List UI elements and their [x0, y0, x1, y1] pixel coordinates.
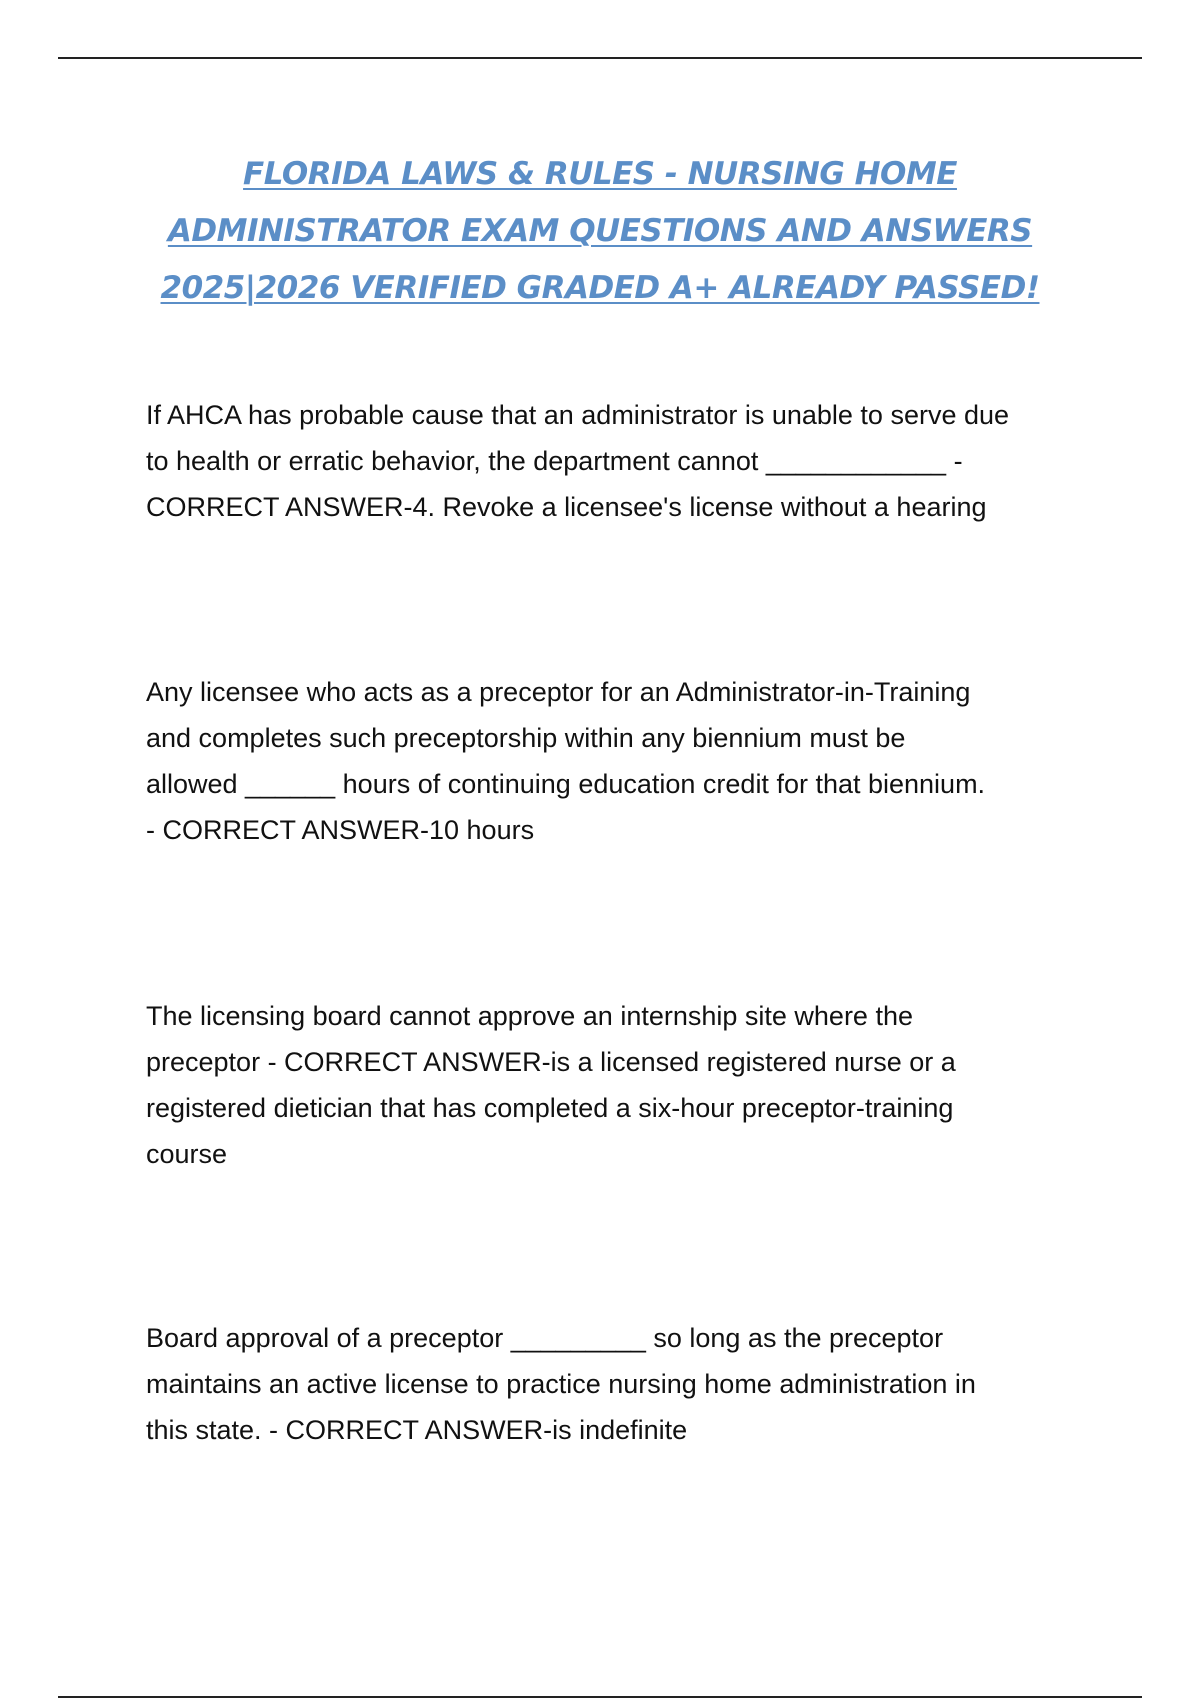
- question-block-2: [146, 669, 1106, 853]
- question-block-4: [146, 1315, 1106, 1453]
- question-2-line-2: and completes such preceptorship within any biennium must be: [146, 723, 906, 753]
- bottom-rule: [58, 1696, 1142, 1698]
- question-4-line-1: Board approval of a preceptor _________ so long as the preceptor: [146, 1323, 944, 1353]
- question-2-line-1: Any licensee who acts as a preceptor for an Administrator-in-Training: [146, 677, 971, 707]
- question-4-line-3: this state. - CORRECT ANSWER-is indefinite: [146, 1415, 688, 1445]
- question-3-line-4: course: [146, 1139, 228, 1169]
- page-title: [120, 146, 1080, 317]
- question-3-line-2: preceptor - CORRECT ANSWER-is a licensed registered nurse or a: [146, 1047, 956, 1077]
- question-3-line-3: registered dietician that has completed a six-hour preceptor-training: [146, 1093, 954, 1123]
- title-line-1: FLORIDA LAWS & RULES - NURSING HOME: [243, 156, 957, 192]
- top-rule: [58, 57, 1142, 59]
- title-line-2: ADMINISTRATOR EXAM QUESTIONS AND ANSWERS: [167, 213, 1033, 249]
- title-line-3: 2025|2026 VERIFIED GRADED A+ ALREADY PASSED!: [160, 270, 1040, 306]
- question-block-3: [146, 993, 1106, 1177]
- question-2-line-3: allowed ______ hours of continuing education credit for that biennium.: [146, 769, 986, 799]
- question-2-line-4: - CORRECT ANSWER-10 hours: [146, 815, 535, 845]
- question-block-1: [146, 392, 1106, 530]
- question-1-line-3: CORRECT ANSWER-4. Revoke a licensee's license without a hearing: [146, 492, 987, 522]
- question-4-line-2: maintains an active license to practice nursing home administration in: [146, 1369, 976, 1399]
- question-1-line-2: to health or erratic behavior, the department cannot ____________ -: [146, 446, 963, 476]
- question-1-line-1: If AHCA has probable cause that an administrator is unable to serve due: [146, 400, 1010, 430]
- question-3-line-1: The licensing board cannot approve an internship site where the: [146, 1001, 913, 1031]
